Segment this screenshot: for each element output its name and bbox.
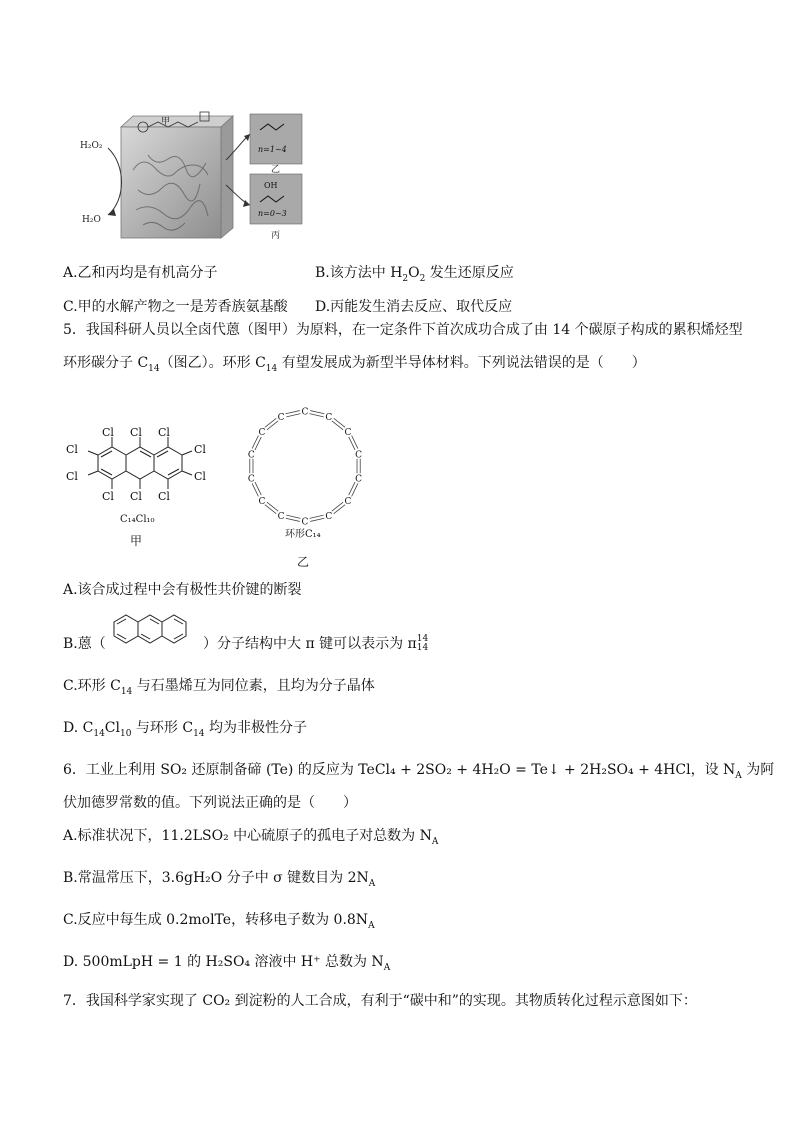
- carbon-atom: C: [258, 428, 266, 439]
- double-bond: [255, 437, 261, 450]
- carbon-atom: C: [344, 428, 352, 439]
- q7-stem: 7．我国科学家实现了 CO₂ 到淀粉的人工合成，有利于“碳中和”的实现。其物质转化过程示意图如下：: [63, 993, 697, 1009]
- double-bond: [267, 421, 278, 430]
- q4-option-b: B.该方法中 $H_2O_2$ 发生还原反应: [315, 265, 514, 284]
- cl-atom: Cl: [66, 470, 78, 483]
- double-bond: [334, 505, 345, 514]
- carbon-atom: C: [355, 450, 363, 461]
- jia-label: 甲: [161, 117, 171, 127]
- enzyme-figure: [78, 110, 318, 245]
- double-bond: [255, 482, 261, 495]
- q6-option-c: C.反应中每生成 0.2molTe，转移电子数为 $0.8N_A$: [63, 912, 375, 931]
- double-bond: [349, 437, 355, 450]
- bing-label: 丙: [271, 231, 281, 241]
- double-bond: [310, 515, 324, 518]
- carbon-atom: C: [277, 412, 285, 423]
- cl-atom: Cl: [130, 426, 142, 439]
- q5-option-a: A.该合成过程中会有极性共价键的断裂: [63, 582, 302, 598]
- cyclocarbon-figure: [235, 398, 375, 570]
- cl-atom: Cl: [130, 490, 142, 503]
- carbon-atom: C: [325, 412, 333, 423]
- double-bond: [286, 515, 300, 518]
- carbon-atom: C: [355, 474, 363, 485]
- double-bond: [334, 418, 345, 427]
- q5-option-b: B.蒽（: [63, 636, 106, 652]
- q6-option-b: B.常温常压下，3.6gH₂O 分子中 σ 键数目为 $2N_A$: [63, 870, 376, 889]
- carbon-atom: C: [247, 474, 255, 485]
- fig-yi-label: 乙: [297, 555, 310, 569]
- carbon-atom: C: [258, 496, 266, 507]
- double-bond: [332, 502, 343, 511]
- yi-n-label: n=1~4: [258, 145, 287, 154]
- subscript: 2: [419, 273, 426, 284]
- ring-label: 环形C₁₄: [285, 529, 321, 540]
- q5-option-d: D. $C_{14}Cl_{10}$ 与环形 $C_{14}$ 均为非极性分子: [63, 720, 307, 739]
- double-bond: [252, 436, 258, 449]
- carbon-atom: C: [325, 512, 333, 523]
- double-bond: [265, 418, 276, 427]
- cl-atom: Cl: [158, 426, 170, 439]
- q5-stem-line2: 环形碳分子 $C_{14}$（图乙）。环形 $C_{14}$ 有望发展成为新型半导体材料。下列说法错误的是（ ）: [63, 355, 646, 374]
- double-bond: [352, 483, 358, 496]
- fig-jia-label: 甲: [130, 534, 143, 547]
- q4-option-d: D.丙能发生消去反应、取代反应: [315, 299, 513, 315]
- cl-atom: Cl: [102, 426, 114, 439]
- subscript: 2: [402, 273, 409, 284]
- q5-option-b-tail: ）分子结构中大 π 键可以表示为 π 14 14: [203, 634, 429, 653]
- double-bond: [332, 421, 343, 430]
- q5-option-c: C.环形 $C_{14}$ 与石墨烯互为同位素，且均为分子晶体: [63, 678, 375, 697]
- q4-option-b-pre: B.该方法中 H: [315, 265, 403, 281]
- double-bond: [252, 483, 258, 496]
- carbon-atom: C: [247, 450, 255, 461]
- double-bond: [310, 411, 324, 414]
- double-bond: [352, 436, 358, 449]
- oh-label: OH: [264, 181, 278, 190]
- double-bond: [349, 482, 355, 495]
- q4-option-c: C.甲的水解产物之一是芳香族氨基酸: [63, 299, 288, 315]
- h2o-label: H₂O: [82, 215, 101, 225]
- cl-atom: Cl: [66, 443, 78, 456]
- double-bond: [286, 411, 300, 414]
- carbon-atom: C: [301, 407, 309, 418]
- q6-option-d: D. 500mLpH = 1 的 H₂SO₄ 溶液中 H⁺ 总数为 $N_A$: [63, 954, 391, 973]
- q6-stem-line2: 伏加德罗常数的值。下列说法正确的是（ ）: [63, 795, 357, 811]
- yi-label: 乙: [271, 165, 281, 175]
- carbon-atom: C: [277, 512, 285, 523]
- double-bond: [310, 518, 324, 521]
- q6-stem-line1: 6．工业上利用 SO₂ 还原制备碲 (Te) 的反应为 TeCl₄ + 2SO₂ + 4H₂O = Te↓ + 2H₂SO₄ + 4HCl，设 $N_A$ 为阿: [63, 762, 775, 781]
- q5-stem-line1: 5．我国科研人员以全卤代蒽（图甲）为原料，在一定条件下首次成功合成了由 14 个碳原子构成的累积烯烃型: [63, 322, 743, 338]
- cl-atom: Cl: [194, 470, 206, 483]
- carbon-atom: C: [344, 496, 352, 507]
- q6-option-a: A.标准状况下，11.2LSO₂ 中心硫原子的孤电子对总数为 $N_A$: [63, 828, 439, 847]
- cl-atom: Cl: [158, 490, 170, 503]
- double-bond: [286, 518, 300, 521]
- anthracene-structure: [108, 610, 200, 650]
- double-bond: [310, 414, 324, 417]
- double-bond: [265, 505, 276, 514]
- double-bond: [286, 414, 300, 417]
- q4-option-a: A.乙和丙均是有机高分子: [63, 265, 218, 281]
- bing-n-label: n=0~3: [258, 209, 287, 218]
- q4-option-b-post: 发生还原反应: [425, 265, 514, 281]
- h2o2-label: H₂O₂: [80, 141, 103, 151]
- formula-label: C₁₄Cl₁₀: [120, 514, 155, 525]
- double-bond: [267, 502, 278, 511]
- cl-atom: Cl: [102, 490, 114, 503]
- perchloroanthracene-figure: [60, 425, 220, 547]
- cl-atom: Cl: [194, 443, 206, 456]
- carbon-atom: C: [301, 517, 309, 528]
